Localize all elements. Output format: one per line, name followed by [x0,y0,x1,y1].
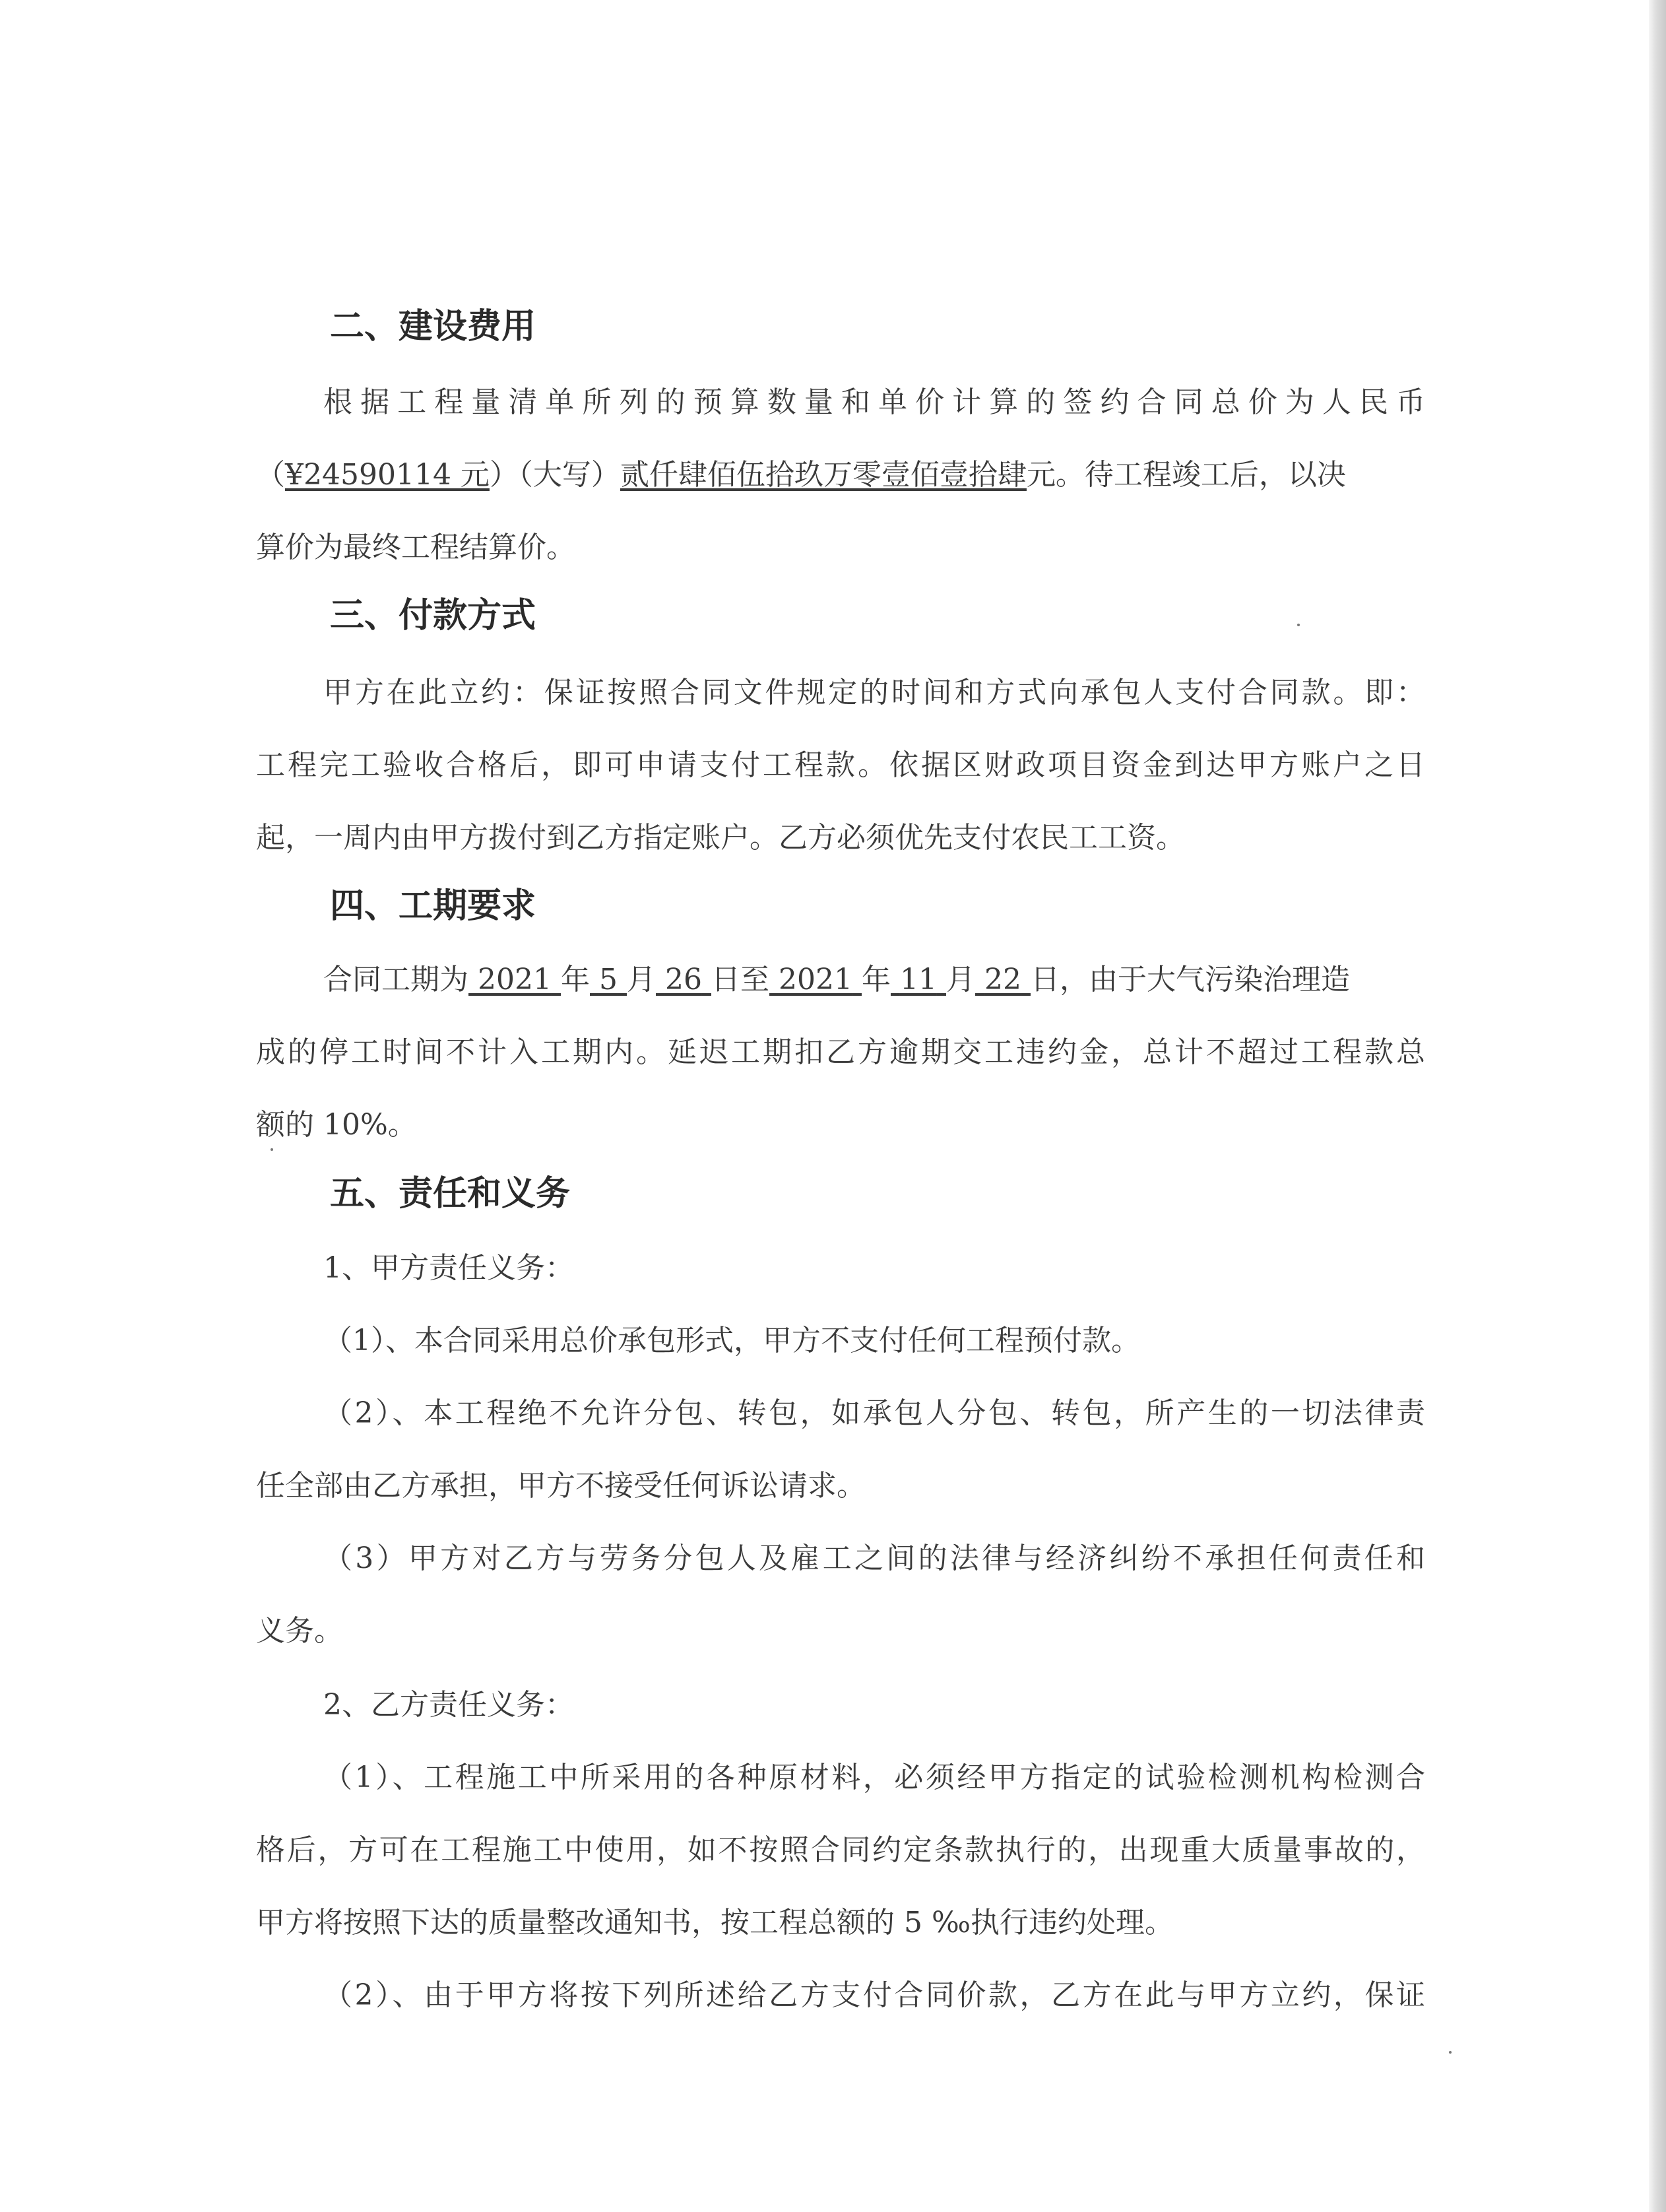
paragraph-line: 甲方在此立约：保证按照合同文件规定的时间和方式向承包人支付合同款。即： [323,676,1425,709]
paragraph-line: 成的停工时间不计入工期内。延迟工期扣乙方逾期交工违约金，总计不超过工程款总 [256,1035,1425,1069]
amount-in-words: 贰仟肆佰伍拾玖万零壹佰壹拾肆 [620,458,1027,492]
paragraph-line: 起，一周内由甲方拨付到乙方指定账户。乙方必须优先支付农民工工资。 [256,821,1185,855]
start-day: 26 [664,963,702,996]
section-heading-responsibilities: 五、责任和义务 [330,1173,571,1214]
clause-line: 义务。 [256,1614,343,1648]
end-year: 2021 [778,963,852,996]
scan-speck [1297,624,1300,626]
text-fragment: 年 [861,963,891,996]
clause-line: 甲方将按照下达的质量整改通知书，按工程总额的 5 ‰执行违约处理。 [256,1906,1174,1939]
contract-amount: ¥24590114 元 [285,458,490,492]
end-day: 22 [984,963,1021,996]
section-heading-schedule: 四、工期要求 [330,886,536,926]
clause-line: （2）、本工程绝不允许分包、转包，如承包人分包、转包，所产生的一切法律责 [323,1396,1425,1430]
paragraph-line: 额的 10%。 [256,1108,417,1142]
subsection-title-party-a: 1、甲方责任义务： [323,1251,574,1285]
clause-line: （2）、由于甲方将按下列所述给乙方支付合同价款，乙方在此与甲方立约，保证 [323,1978,1425,2012]
paragraph-line: 工程完工验收合格后，即可申请支付工程款。依据区财政项目资金到达甲方账户之日 [256,748,1425,782]
subsection-title-party-b: 2、乙方责任义务： [323,1688,574,1722]
end-month: 11 [899,963,937,996]
paragraph-line-amount [256,455,1425,495]
start-year: 2021 [478,963,552,996]
amount-label: ）（大写） [489,458,620,492]
text-fragment: 月 [945,963,975,996]
paragraph-line-dates [323,960,1425,1000]
scan-speck [1449,2051,1452,2054]
clause-line: （3）甲方对乙方与劳务分包人及雇工之间的法律与经济纠纷不承担任何责任和 [323,1542,1425,1575]
section-heading-payment-method: 三、付款方式 [330,595,536,635]
clause-line: 任全部由乙方承担，甲方不接受任何诉讼请求。 [256,1469,866,1503]
clause-line: （1）、工程施工中所采用的各种原材料，必须经甲方指定的试验检测机构检测合 [323,1761,1425,1794]
paragraph-line: 根据工程量清单所列的预算数量和单价计算的签约合同总价为人民币 [323,385,1425,419]
text-fragment: 日，由于大气污染治理造 [1030,963,1350,996]
paragraph-line: 算价为最终工程结算价。 [256,531,575,564]
scanner-edge-shadow [1649,0,1666,2212]
scan-speck [271,1148,273,1151]
paragraph-tail: 元。待工程竣工后，以决 [1026,458,1346,492]
text-fragment: 年 [560,963,590,996]
text-fragment: 合同工期为 [323,963,468,996]
text-fragment: 日至 [711,963,769,996]
clause-line: 格后，方可在工程施工中使用，如不按照合同约定条款执行的，出现重大质量事故的， [256,1833,1425,1867]
paren-open: （ [256,458,285,492]
text-fragment: 月 [626,963,656,996]
section-heading-construction-cost: 二、建设费用 [330,306,536,346]
clause-line: （1）、本合同采用总价承包形式，甲方不支付任何工程预付款。 [323,1324,1140,1357]
start-month: 5 [598,963,618,996]
